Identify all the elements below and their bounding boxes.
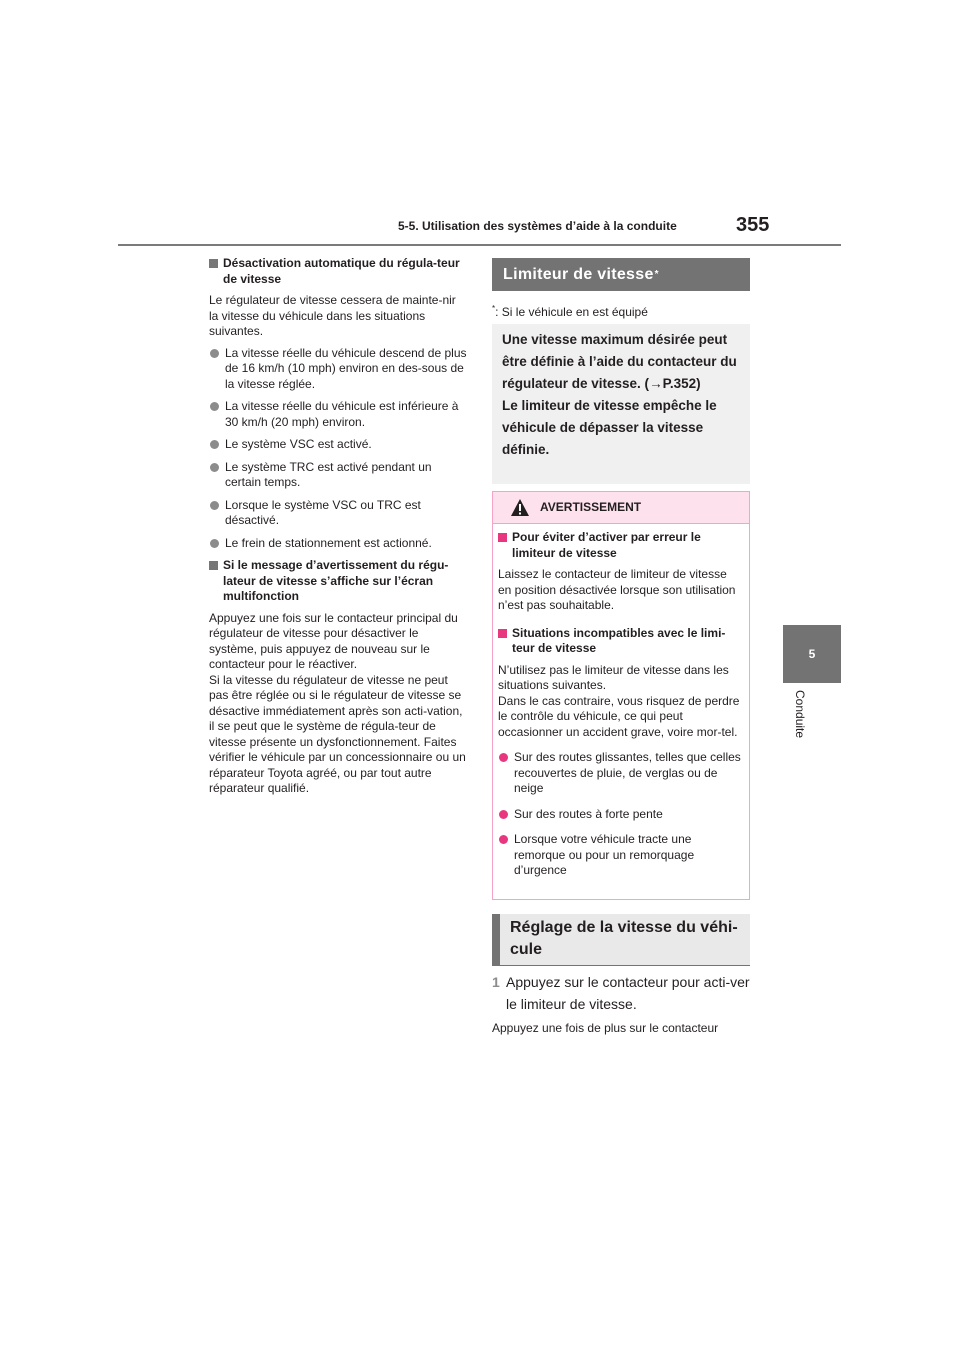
section-title: 5-5. Utilisation des systèmes d’aide à la conduite (398, 219, 677, 233)
intro-box: Une vitesse maximum désirée peut être définie à l’aide du contacteur du régulateur de vitesse. (→P.352) Le limiteur de vitesse empêche le véhicule de dépasser la vitesse définie. (492, 324, 750, 484)
list-item: Sur des routes glissantes, telles que celles recouvertes de pluie, de verglas ou de neige (498, 750, 742, 797)
warning-box (492, 491, 750, 900)
warning-body (493, 524, 749, 879)
header-rule (118, 244, 841, 246)
subheading-warning-message: Si le message d’avertissement du régu-lateur de vitesse s’affiche sur l’écran multifonction (209, 558, 467, 605)
paragraph: Si la vitesse du régulateur de vitesse ne peut pas être réglée ou si le régulateur de vitesse se désactive immédiatement après son acti-vation, il se peut que le système de régula-teur de vitesse présente un dysfonctionnement. Faites vérifier le véhicule par un concessionnaire ou un réparateur Toyota agréé, ou par tout autre réparateur qualifié. (209, 672, 466, 795)
footnote-mark: * (654, 269, 659, 280)
square-bullet-icon (498, 533, 507, 542)
circle-bullet-icon (499, 810, 508, 819)
section-heading-speed-limiter: Limiteur de vitesse * (492, 258, 750, 291)
warning-subheading: Pour éviter d’activer par erreur le limiteur de vitesse (498, 530, 742, 561)
circle-bullet-icon (210, 402, 219, 411)
circle-bullet-icon (499, 753, 508, 762)
circle-bullet-icon (210, 539, 219, 548)
arrow-icon: → (649, 376, 663, 391)
page-reference-link[interactable]: P.352) (662, 376, 701, 391)
circle-bullet-icon (210, 349, 219, 358)
circle-bullet-icon (210, 501, 219, 510)
list-item: La vitesse réelle du véhicule est inférieure à 30 km/h (20 mph) environ. (209, 399, 467, 430)
circle-bullet-icon (210, 440, 219, 449)
step-number: 1 (492, 974, 500, 990)
square-bullet-icon (209, 259, 218, 268)
footnote: *: Si le véhicule en est équipé (492, 304, 648, 319)
square-bullet-icon (498, 629, 507, 638)
heading-rule (492, 965, 750, 966)
warning-title: AVERTISSEMENT (540, 500, 642, 514)
chapter-number: 5 (808, 647, 816, 661)
paragraph: Laissez le contacteur de limiteur de vitesse en position désactivée lorsque son utilisation n’est pas souhaitable. (498, 567, 736, 612)
paragraph: Le régulateur de vitesse cessera de mainte-nir la vitesse du véhicule dans les situations suivantes. (209, 293, 456, 338)
chapter-label: Conduite (793, 690, 807, 739)
list-item: Le système VSC est activé. (209, 437, 467, 453)
circle-bullet-icon (210, 463, 219, 472)
list-item: Le frein de stationnement est actionné. (209, 536, 467, 552)
page-number: 355 (736, 214, 770, 236)
step-note: Appuyez une fois de plus sur le contacteur (492, 1021, 719, 1035)
list-item: Lorsque le système VSC ou TRC est désactivé. (209, 498, 467, 529)
left-column (209, 256, 467, 797)
step-item (492, 971, 750, 1015)
list-item: Lorsque votre véhicule tracte une remorque ou pour un remorquage d’urgence (498, 832, 742, 879)
subheading-auto-deactivation: Désactivation automatique du régula-teur de vitesse (209, 256, 467, 287)
warning-subheading: Situations incompatibles avec le limi-teur de vitesse (498, 626, 742, 657)
warning-header (493, 492, 749, 524)
section-heading-speed-setting: Réglage de la vitesse du véhi-cule (492, 914, 750, 965)
list-item: Sur des routes à forte pente (498, 807, 742, 823)
list-item: Le système TRC est activé pendant un certain temps. (209, 460, 467, 491)
warning-triangle-icon (510, 498, 530, 517)
step-text: Appuyez sur le contacteur pour acti-ver le limiteur de vitesse. (506, 974, 750, 1012)
square-bullet-icon (209, 561, 218, 570)
paragraph: Dans le cas contraire, vous risquez de perdre le contrôle du véhicule, ce qui peut occasionner un accident grave, voire mor-tel. (498, 693, 740, 739)
chapter-tab[interactable] (783, 625, 841, 683)
paragraph: N’utilisez pas le limiteur de vitesse dans les situations suivantes. (498, 662, 729, 692)
circle-bullet-icon (499, 835, 508, 844)
paragraph: Appuyez une fois sur le contacteur principal du régulateur de vitesse pour désactiver le système, puis appuyez de nouveau sur le contacteur pour le réactiver. (209, 610, 458, 671)
list-item: La vitesse réelle du véhicule descend de plus de 16 km/h (10 mph) environ en des-sous de la vitesse réglée. (209, 346, 467, 393)
